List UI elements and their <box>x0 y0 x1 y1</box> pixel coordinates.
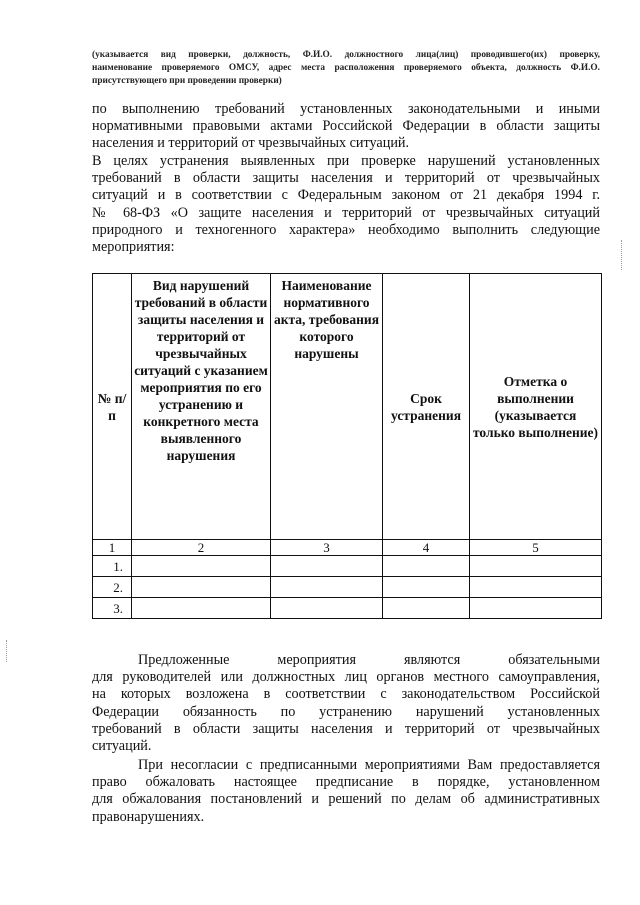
scan-edge-mark <box>6 640 9 662</box>
note-line: присутствующего при проведении проверки) <box>92 76 282 86</box>
paragraph-requirements <box>92 101 600 153</box>
text-line: правонарушениях. <box>92 808 205 825</box>
text-line: природного и техногенного характера» необходимо выполнить следующие <box>92 221 600 238</box>
table-row <box>93 556 602 577</box>
row-number: 1. <box>93 556 132 577</box>
paragraph-appeal <box>92 757 600 826</box>
text-line: Предложенные мероприятия являются обязательными <box>138 652 600 668</box>
column-number: 1 <box>93 540 132 556</box>
row-number: 2. <box>93 577 132 598</box>
header-regulation-name: Наименование нормативного акта, требования которого нарушены <box>271 274 383 540</box>
header-completion-mark: Отметка о выполнении (указывается только выполнение) <box>470 274 602 540</box>
text-line: Федерации обязанность по устранению нарушений установленных <box>92 703 600 720</box>
text-line: для руководителей или должностных лиц органов местного самоуправления, <box>92 669 600 686</box>
column-number: 2 <box>132 540 271 556</box>
table-cell <box>470 598 602 619</box>
text-line: ситуаций. <box>92 738 152 755</box>
text-line: по выполнению требований установленных законодательными и иными <box>92 101 600 117</box>
text-line: нормативными правовыми актами Российской Федерации в области защиты <box>92 118 600 135</box>
header-deadline: Срок устранения <box>383 274 470 540</box>
table-header-row <box>93 274 602 540</box>
text-line: на которых возложена в соответствии с законодательством Российской <box>92 686 600 703</box>
note-line: наименование проверяемого ОМСУ, адрес места расположения проверяемого объекта, должность Ф.И.О. <box>92 63 600 73</box>
table-cell <box>383 598 470 619</box>
text-line: право обжаловать настоящее предписание в порядке, установленном <box>92 774 600 791</box>
table-cell <box>470 556 602 577</box>
text-line: для обжалования постановлений и решений по делам об административных <box>92 791 600 808</box>
column-number: 5 <box>470 540 602 556</box>
paragraph-obligation <box>92 652 600 755</box>
table-cell <box>470 577 602 598</box>
header-violation-type: Вид нарушений требований в области защиты населения и территорий от чрезвычайных ситуаций с указанием мероприятия по его устранению и конкретного места выявленного нарушения <box>132 274 271 540</box>
table-cell <box>271 598 383 619</box>
header-number: № п/п <box>93 274 132 540</box>
note-line: (указывается вид проверки, должность, Ф.И.О. должностного лица(лиц) проводившего(их) проверку, <box>92 50 600 60</box>
column-number-row <box>93 540 602 556</box>
table-row <box>93 577 602 598</box>
text-line: населения и территорий от чрезвычайных ситуаций. <box>92 135 410 152</box>
table-cell <box>383 556 470 577</box>
table-cell <box>132 577 271 598</box>
inspection-details-note <box>92 49 600 88</box>
table-cell <box>271 577 383 598</box>
measures-table <box>92 273 602 619</box>
text-line: ситуаций и в соответствии с Федеральным законом от 21 декабря 1994 г. <box>92 187 600 204</box>
table-cell <box>383 577 470 598</box>
text-line: При несогласии с предписанными мероприятиями Вам предоставляется <box>138 757 600 773</box>
column-number: 4 <box>383 540 470 556</box>
row-number: 3. <box>93 598 132 619</box>
table-cell <box>132 598 271 619</box>
table-cell <box>132 556 271 577</box>
text-line: В целях устранения выявленных при проверке нарушений установленных <box>92 153 600 169</box>
text-line: № 68-ФЗ «О защите населения и территорий от чрезвычайных ситуаций <box>92 204 600 221</box>
column-number: 3 <box>271 540 383 556</box>
text-line: требований в области защиты населения и территорий от чрезвычайных <box>92 720 600 737</box>
text-line: требований в области защиты населения и территорий от чрезвычайных <box>92 170 600 187</box>
table-row <box>93 598 602 619</box>
paragraph-purpose <box>92 153 600 256</box>
scan-edge-mark <box>621 240 624 270</box>
table-cell <box>271 556 383 577</box>
text-line: мероприятия: <box>92 239 175 256</box>
